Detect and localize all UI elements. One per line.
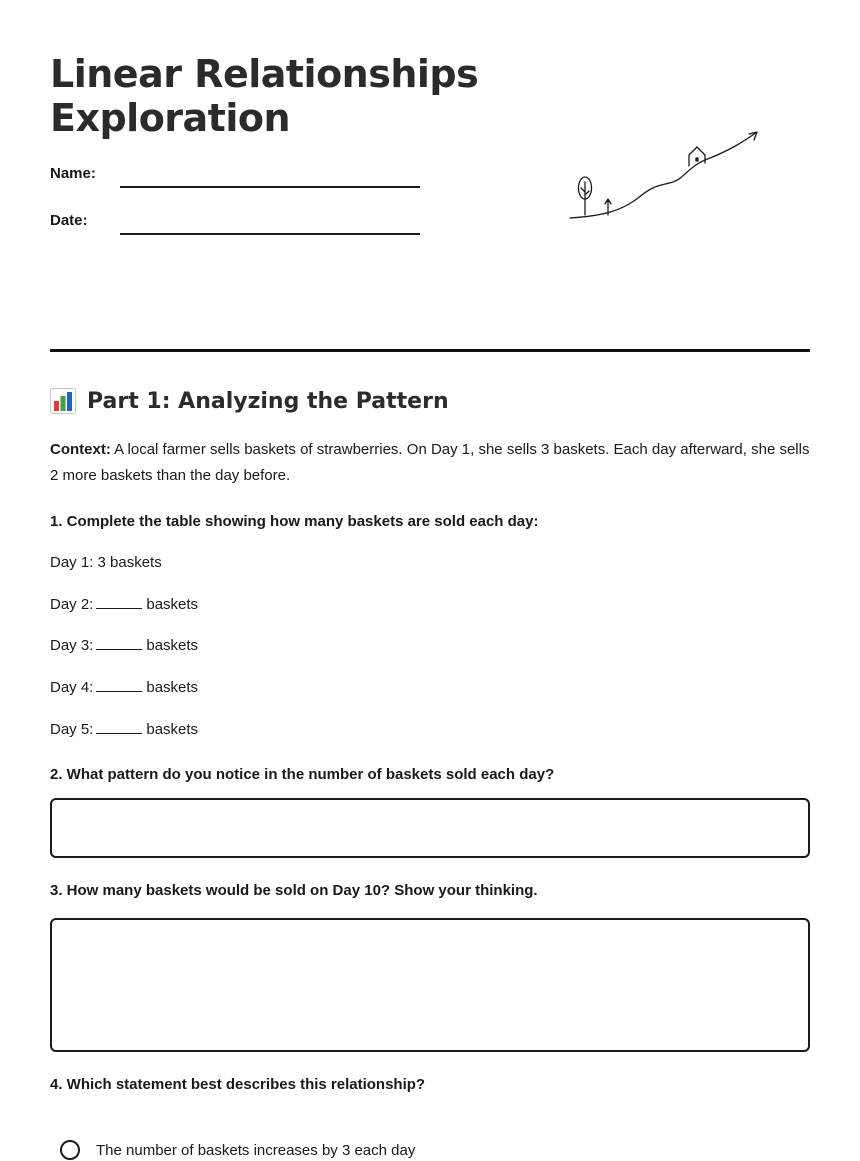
day-3-label: Day 3: [50,637,94,654]
section-divider [50,349,810,352]
hill-illustration-icon [560,120,770,230]
day-3-blank[interactable] [96,637,142,650]
question-2-answer-box[interactable] [50,798,810,858]
day-4-unit: baskets [146,679,199,696]
date-field [50,212,430,236]
question-4: 4. Which statement best describes this relationship? [50,1076,426,1093]
title-line-1: Linear Relationships [50,52,479,96]
day-4-blank[interactable] [96,679,142,692]
name-field [50,165,430,189]
day-2-unit: baskets [146,596,199,613]
day-2-label: Day 2: [50,596,94,613]
day-5-blank[interactable] [96,721,142,734]
context-paragraph [50,437,810,489]
name-label: Name: [50,165,96,182]
context-text: A local farmer sells baskets of strawberries. On Day 1, she sells 3 baskets. Each day afterward, she sells 2 more baskets than the day before. [50,441,810,484]
part1-title: Part 1: Analyzing the Pattern [87,388,449,414]
bar-chart-icon [50,388,76,414]
day-3-unit: baskets [146,637,199,654]
question-2: 2. What pattern do you notice in the number of baskets sold each day? [50,766,555,783]
date-label: Date: [50,212,88,229]
day-4-label: Day 4: [50,679,94,696]
day-5-row [50,721,198,738]
day-4-row [50,679,198,696]
question-4-option-1[interactable] [60,1140,415,1160]
title-line-2: Exploration [50,96,291,140]
worksheet-title [50,52,478,140]
day-3-row [50,637,198,654]
day-5-unit: baskets [146,721,199,738]
day-5-label: Day 5: [50,721,94,738]
day-1-text: Day 1: 3 baskets [50,554,162,571]
option-1-label: The number of baskets increases by 3 each day [96,1141,416,1159]
date-write-line[interactable] [120,233,420,235]
name-write-line[interactable] [120,186,420,188]
day-2-blank[interactable] [96,596,142,609]
part1-heading [50,388,449,414]
context-label: Context: [50,441,111,458]
radio-button[interactable] [60,1140,80,1160]
question-3: 3. How many baskets would be sold on Day 10? Show your thinking. [50,882,538,899]
day-2-row [50,596,198,613]
day-1-row [50,554,162,571]
question-3-answer-box[interactable] [50,918,810,1052]
question-1: 1. Complete the table showing how many baskets are sold each day: [50,513,539,530]
